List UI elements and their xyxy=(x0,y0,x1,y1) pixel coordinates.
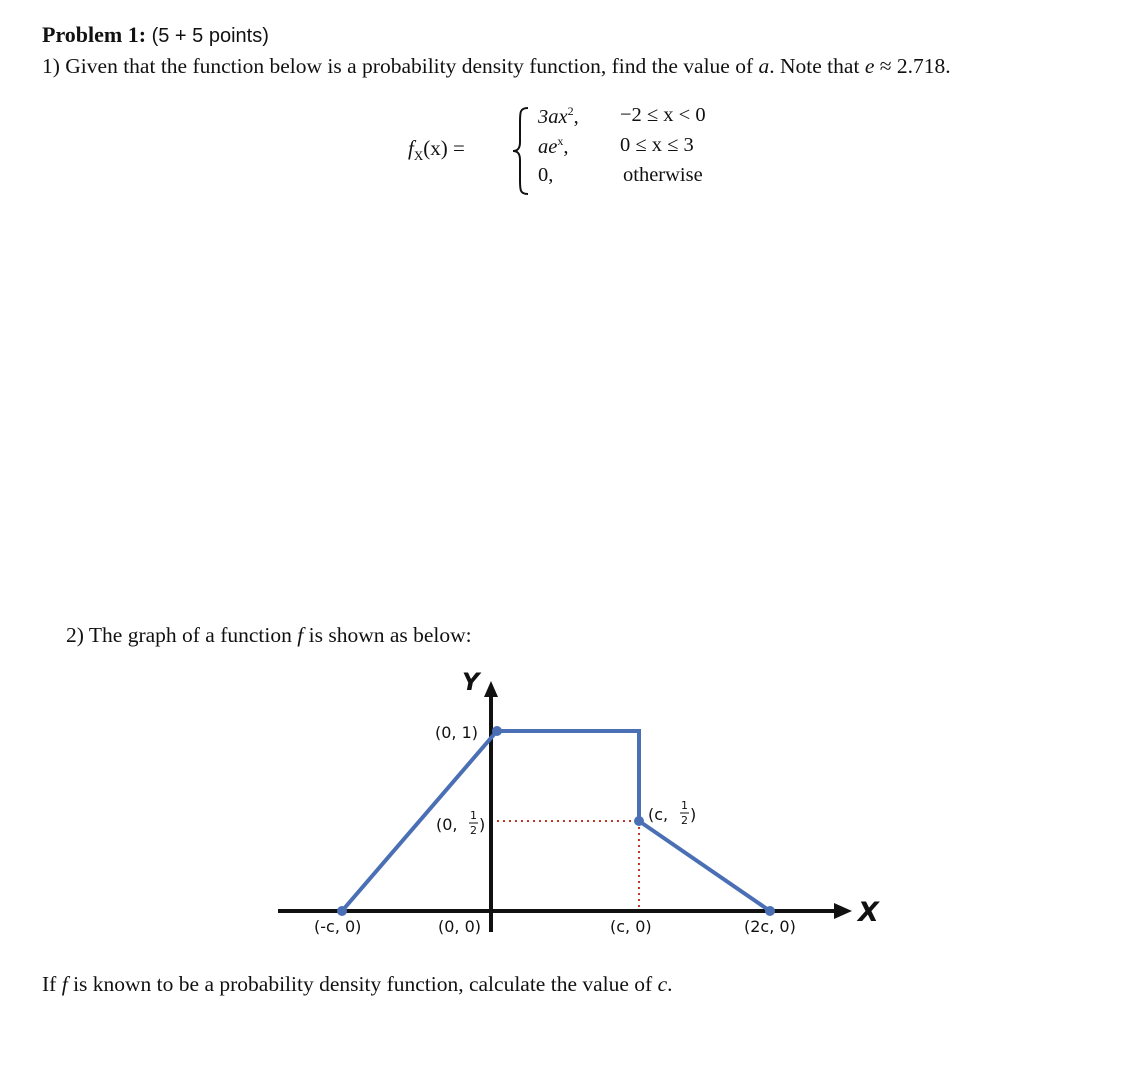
case-1-cond: −2 ≤ x < 0 xyxy=(620,104,706,126)
case-1-main: 3ax xyxy=(538,105,568,128)
part3-text-after: . xyxy=(667,972,673,996)
problem-title: Problem 1: xyxy=(42,22,147,47)
case-2-tail: , xyxy=(563,135,569,158)
label-2c-0: (2c, 0) xyxy=(744,917,796,936)
formula-sub: X xyxy=(413,148,424,164)
case-1-sup: 2 xyxy=(567,104,574,118)
var-c: c xyxy=(657,972,668,996)
label-0-0: (0, 0) xyxy=(438,917,482,936)
part2-text-after: is shown as below: xyxy=(303,623,472,647)
label-c-half-suffix: ) xyxy=(690,805,697,824)
label-0-1: (0, 1) xyxy=(435,723,479,742)
case-3-cond: otherwise xyxy=(623,164,703,186)
part1-text-after: ≈ 2.718. xyxy=(874,54,951,78)
part3-question xyxy=(42,972,673,997)
label-c-half-prefix: (c, xyxy=(648,805,669,824)
label-0-half-suffix: ) xyxy=(479,815,486,834)
label-c-half xyxy=(648,799,696,827)
var-a: a xyxy=(758,54,770,78)
y-axis-arrow-icon xyxy=(484,681,498,697)
problem-points: (5 + 5 points) xyxy=(151,25,269,47)
case-3-tail: , xyxy=(548,164,554,186)
part1-text-mid: . Note that xyxy=(769,54,865,78)
var-f: f xyxy=(297,623,304,647)
label-c-half-num: 1 xyxy=(681,799,688,812)
function-line xyxy=(342,731,770,911)
point-2c-0 xyxy=(765,906,775,916)
label-0-half xyxy=(436,809,485,837)
label-c-0: (c, 0) xyxy=(610,917,652,936)
part3-text-mid: is known to be a probability density function, calculate the value of xyxy=(67,972,658,996)
case-2-main: ae xyxy=(538,135,558,158)
var-e: e xyxy=(864,54,875,78)
part2-text-before: 2) The graph of a function xyxy=(66,623,298,647)
label-0-half-den: 2 xyxy=(470,824,477,837)
point-0-1 xyxy=(492,726,502,736)
label-c-half-den: 2 xyxy=(681,814,688,827)
case-2-sup: x xyxy=(557,134,564,148)
label-0-half-prefix: (0, xyxy=(436,815,458,834)
case-2-cond: 0 ≤ x ≤ 3 xyxy=(620,134,694,156)
label-0-half-num: 1 xyxy=(470,809,477,822)
part1-text-before: 1) Given that the function below is a probability density function, find the value of xyxy=(42,54,759,78)
y-axis-label: Y xyxy=(462,668,480,696)
x-axis-arrow-icon xyxy=(834,903,852,919)
case-3-main: 0 xyxy=(538,164,549,186)
point-c-half xyxy=(634,816,644,826)
part3-text-before: If xyxy=(42,972,62,996)
point-neg-c-0 xyxy=(337,906,347,916)
case-1-tail: , xyxy=(573,105,579,128)
formula-lhs-rest: (x) = xyxy=(423,136,465,160)
var-f-2: f xyxy=(61,972,68,996)
label-neg-c-0: (-c, 0) xyxy=(314,917,362,936)
formula-f: f xyxy=(408,136,414,160)
x-axis-label: X xyxy=(858,897,879,928)
